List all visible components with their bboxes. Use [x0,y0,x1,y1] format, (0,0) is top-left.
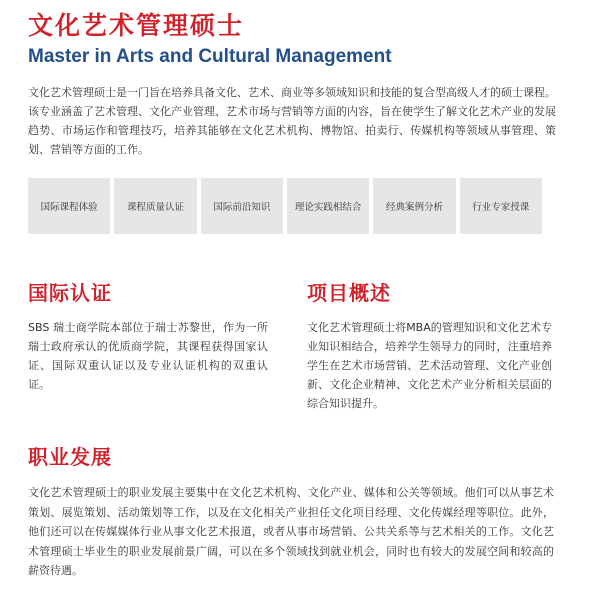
feature-item: 经典案例分析 [373,178,455,234]
overview-text: 文化艺术管理硕士将MBA的管理知识和文化艺术专业知识相结合，培养学生领导力的同时，注重培养学生在艺术市场营销、艺术活动管理、文化产业创新、文化企业精神、文化艺术产业分析相关层面的综合知识提升。 [307,321,552,410]
intro-paragraph: 文化艺术管理硕士是一门旨在培养具备文化、艺术、商业等多领域知识和技能的复合型高级人才的硕士课程。该专业涵盖了艺术管理、文化产业管理、艺术市场与营销等方面的内容，旨在使学生了解文化艺术产业的发展趋势、市场运作和管理技巧，培养其能够在文化艺术机构、博物馆、拍卖行、传媒机构等领域从事管理、策划、营销等方面的工作。 [28,86,556,156]
page-title: 文化艺术管理硕士 [28,11,245,40]
career-heading: 职业发展 [28,445,112,469]
feature-item: 国际课程体验 [28,178,110,234]
overview-heading: 项目概述 [307,281,391,305]
accreditation-text: SBS 瑞士商学院本部位于瑞士苏黎世，作为一所瑞士政府承认的优质商学院，其课程获得国家认证、国际双重认证以及专业认证机构的双重认证。 [28,321,268,391]
accreditation-heading: 国际认证 [28,281,112,305]
feature-bar [28,178,542,234]
feature-item: 课程质量认证 [114,178,196,234]
page-subtitle: Master in Arts and Cultural Management [28,46,392,67]
career-text: 文化艺术管理硕士的职业发展主要集中在文化艺术机构、文化产业、媒体和公关等领域。他们可以从事艺术策划、展览策划、活动策划等工作，以及在文化相关产业担任文化项目经理、文化传媒经理等职位。此外，他们还可以在传媒媒体行业从事文化艺术报道，或者从事市场营销、公共关系等与艺术相关的工作。文化艺术管理硕士毕业生的职业发展前景广阔，可以在多个领域找到就业机会，同时也有较大的发展空间和较高的薪资待遇。 [28,486,554,577]
feature-item: 理论实践相结合 [287,178,369,234]
feature-item: 国际前沿知识 [201,178,283,234]
feature-item: 行业专家授课 [460,178,542,234]
